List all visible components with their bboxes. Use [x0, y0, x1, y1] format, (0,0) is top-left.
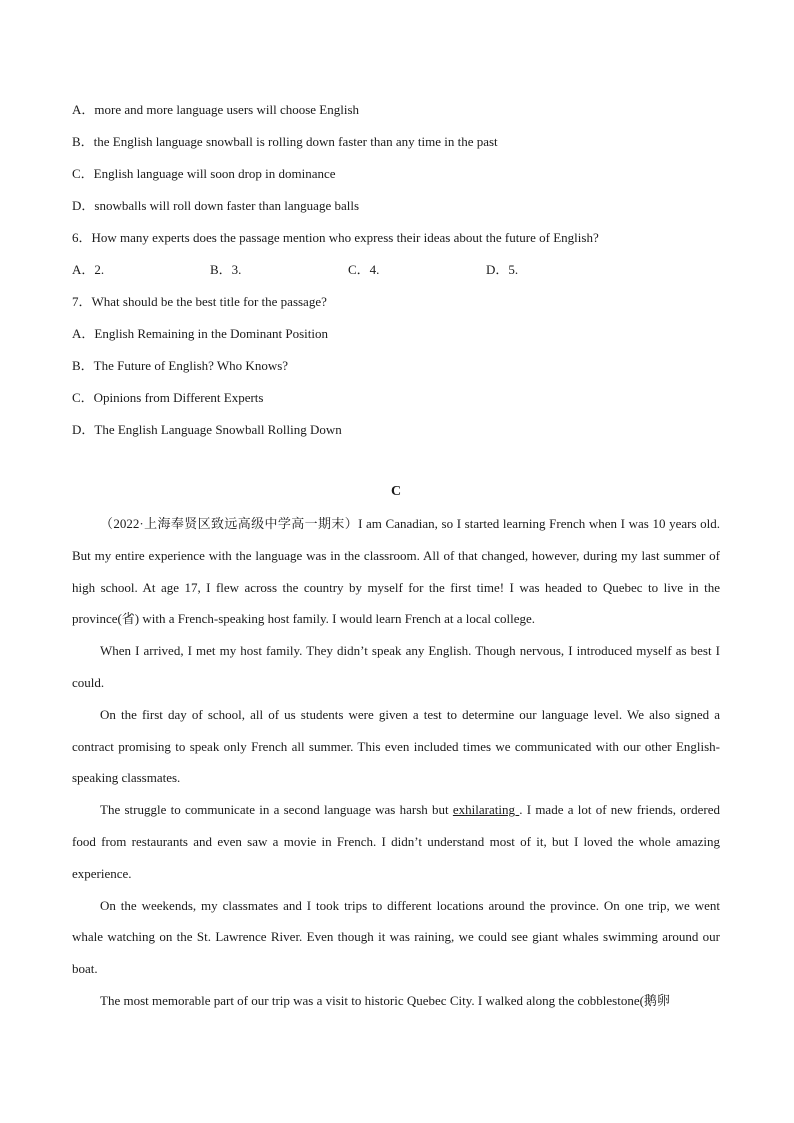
paragraph-text: On the weekends, my classmates and I took trips to different locations around the province. On one trip, we went whale watching on the St. Lawrence River. Even though it was raining, we could see giant whales swimming around our boat.	[72, 897, 720, 977]
paragraph	[72, 508, 720, 635]
section-heading: C	[390, 484, 402, 499]
q6-option-a: A．2.	[72, 262, 105, 277]
paragraph-text: On the first day of school, all of us students were given a test to determine our language level. We also signed a contract promising to speak only French all summer. This even included times we communicated with our other English-speaking classmates.	[72, 706, 720, 786]
paragraph-text: The struggle to communicate in a second language was harsh but	[100, 802, 453, 818]
q5-option-c: C．English language will soon drop in dominance	[72, 166, 336, 181]
q5-option-b: B．the English language snowball is rolling down faster than any time in the past	[72, 134, 498, 149]
paragraph	[72, 985, 720, 1017]
q5-option-a: A．more and more language users will choose English	[72, 102, 360, 117]
underlined-word: exhilarating	[452, 802, 520, 818]
q7-option-b: B．The Future of English? Who Knows?	[72, 358, 289, 373]
paragraph-text: The most memorable part of our trip was a visit to historic Quebec City. I walked along the cobblestone(鹅卵	[100, 992, 670, 1008]
paragraph	[72, 890, 720, 985]
paragraph	[72, 794, 720, 889]
paragraph	[72, 699, 720, 794]
paragraph-text: . I made a lot of new friends, ordered food from restaurants and even saw a movie in French. I didn’t understand most of it, but I loved the whole amazing experience.	[72, 802, 720, 881]
q5-option-d: D．snowballs will roll down faster than language balls	[72, 198, 360, 213]
paragraph-text: （2022·上海奉贤区致远高级中学高一期末）I am Canadian, so I started learning French when I was 10 years old. But my entire experience with the language was in the classroom. All of that changed, however, during my last summer of high school. At age 17, I flew across the country by myself for the first time! I was headed to Quebec to live in the province(省) with a French-speaking host family. I would learn French at a local college.	[72, 516, 720, 627]
q7-stem: 7．What should be the best title for the passage?	[72, 294, 327, 309]
paragraph	[72, 635, 720, 699]
q6-options	[72, 254, 732, 286]
q6-option-d: D．5.	[486, 262, 519, 277]
q6-stem: 6．How many experts does the passage mention who express their ideas about the future of English?	[72, 230, 599, 245]
q7-option-c: C．Opinions from Different Experts	[72, 390, 264, 405]
section-c	[72, 476, 720, 1017]
q7-option-d: D．The English Language Snowball Rolling Down	[72, 422, 342, 437]
questions-block	[72, 94, 732, 446]
q6-option-c: C．4.	[348, 262, 380, 277]
paragraph-text: When I arrived, I met my host family. They didn’t speak any English. Though nervous, I introduced myself as best I could.	[72, 643, 720, 690]
q6-option-b: B．3.	[210, 262, 242, 277]
q7-option-a: A．English Remaining in the Dominant Position	[72, 326, 329, 341]
